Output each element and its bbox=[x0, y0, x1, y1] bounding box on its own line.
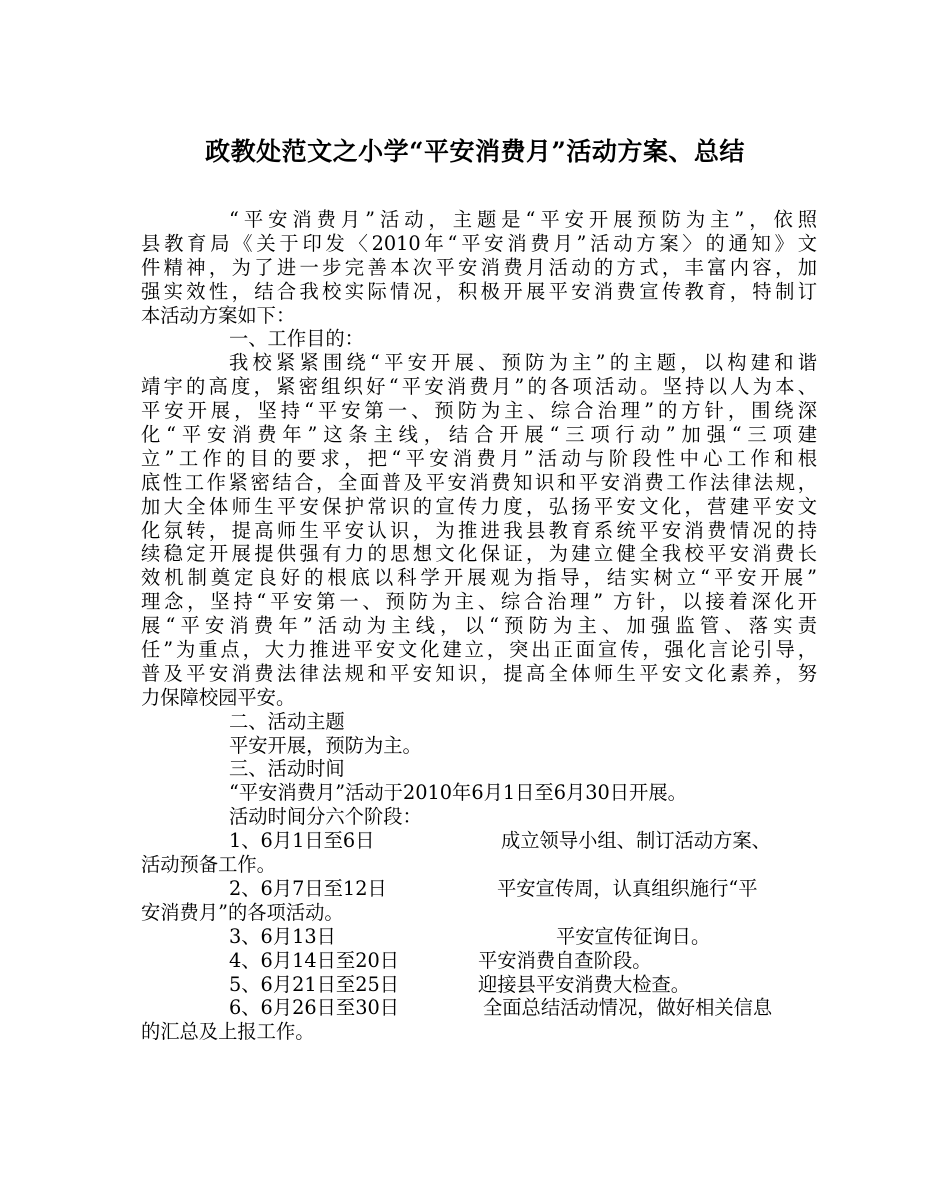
stage-item bbox=[141, 949, 817, 973]
section1-line: 理念，坚持“平安第一、预防为主、综合治理” 方针，以接着深化开 bbox=[141, 590, 817, 614]
intro-line: 件精神，为了进一步完善本次平安消费月活动的方式，丰富内容，加 bbox=[141, 255, 817, 279]
stage-date: 5、6月21日至25日 bbox=[229, 972, 400, 996]
stage-desc: 平安宣传周，认真组织施行“平 bbox=[497, 876, 758, 900]
stage-item bbox=[141, 877, 817, 901]
stage-desc: 成立领导小组、制订活动方案、 bbox=[501, 829, 771, 853]
section1-line: 底性工作紧密结合，全面普及平安消费知识和平安消费工作法律法规， bbox=[141, 470, 817, 494]
section1-line: 立”工作的目的要求，把“平安消费月”活动与阶段性中心工作和根 bbox=[141, 446, 817, 470]
stage-item bbox=[141, 996, 817, 1020]
document-body bbox=[141, 208, 817, 1044]
stage-item bbox=[141, 973, 817, 997]
section1-line: 靖宇的高度，紧密组织好“平安消费月”的各项活动。坚持以人为本、 bbox=[141, 375, 817, 399]
stages-intro: 活动时间分六个阶段： bbox=[229, 805, 422, 829]
stage-date: 4、6月14日至20日 bbox=[229, 948, 400, 972]
stage-date: 6、6月26日至30日 bbox=[229, 996, 400, 1020]
stage-continuation: 安消费月”的各项活动。 bbox=[141, 900, 344, 924]
section1-line: 续稳定开展提供强有力的思想文化保证，为建立健全我校平安消费长 bbox=[141, 542, 817, 566]
stage-item bbox=[141, 829, 817, 853]
section-heading: 三、活动时间 bbox=[229, 757, 345, 781]
section2-body: 平安开展，预防为主。 bbox=[229, 733, 422, 757]
stage-desc: 平安消费自查阶段。 bbox=[478, 948, 652, 972]
stage-date: 3、6月13日 bbox=[229, 924, 336, 948]
section1-line: 化“平安消费年”这条主线，结合开展“三项行动”加强“三项建 bbox=[141, 423, 817, 447]
stage-continuation: 的汇总及上报工作。 bbox=[141, 1020, 315, 1044]
stage-date: 1、6月1日至6日 bbox=[229, 829, 375, 853]
section-heading: 一、工作目的： bbox=[229, 327, 364, 351]
stage-desc: 迎接县平安消费大检查。 bbox=[478, 972, 691, 996]
section3-body: “平安消费月”活动于2010年6月1日至6月30日开展。 bbox=[229, 781, 687, 805]
intro-line: 强实效性，结合我校实际情况，积极开展平安消费宣传教育，特制订 bbox=[141, 279, 817, 303]
intro-line: 本活动方案如下： bbox=[141, 303, 296, 327]
section1-line: 展“平安消费年”活动为主线，以“预防为主、加强监管、落实责 bbox=[141, 614, 817, 638]
section1-line: 效机制奠定良好的根底以科学开展观为指导，结实树立“平安开展” bbox=[141, 566, 817, 590]
section1-line: 任”为重点，大力推进平安文化建立，突出正面宣传，强化言论引导， bbox=[141, 638, 817, 662]
section1-line: 力保障校园平安。 bbox=[141, 685, 296, 709]
section1-line: 我校紧紧围绕“平安开展、预防为主”的主题，以构建和谐 bbox=[229, 351, 817, 375]
stage-desc: 平安宣传征询日。 bbox=[556, 924, 711, 948]
stage-item bbox=[141, 925, 817, 949]
section1-line: 平安开展，坚持“平安第一、预防为主、综合治理”的方针，围绕深 bbox=[141, 399, 817, 423]
document-title: 政教处范文之小学“平安消费月”活动方案、总结 bbox=[205, 137, 745, 166]
intro-line: 县教育局《关于印发〈2010年“平安消费月”活动方案〉的通知》文 bbox=[141, 231, 817, 255]
intro-line: “平安消费月”活动，主题是“平安开展预防为主”，依照 bbox=[229, 208, 817, 231]
stage-continuation: 活动预备工作。 bbox=[141, 853, 276, 877]
stage-desc: 全面总结活动情况，做好相关信息 bbox=[483, 996, 773, 1020]
section1-line: 普及平安消费法律法规和平安知识，提高全体师生平安文化素养，努 bbox=[141, 661, 817, 685]
section1-line: 化氛转，提高师生平安认识，为推进我县教育系统平安消费情况的持 bbox=[141, 518, 817, 542]
section-heading: 二、活动主题 bbox=[229, 709, 345, 733]
stage-date: 2、6月7日至12日 bbox=[229, 876, 387, 900]
section1-line: 加大全体师生平安保护常识的宣传力度，弘扬平安文化，营建平安文 bbox=[141, 494, 817, 518]
